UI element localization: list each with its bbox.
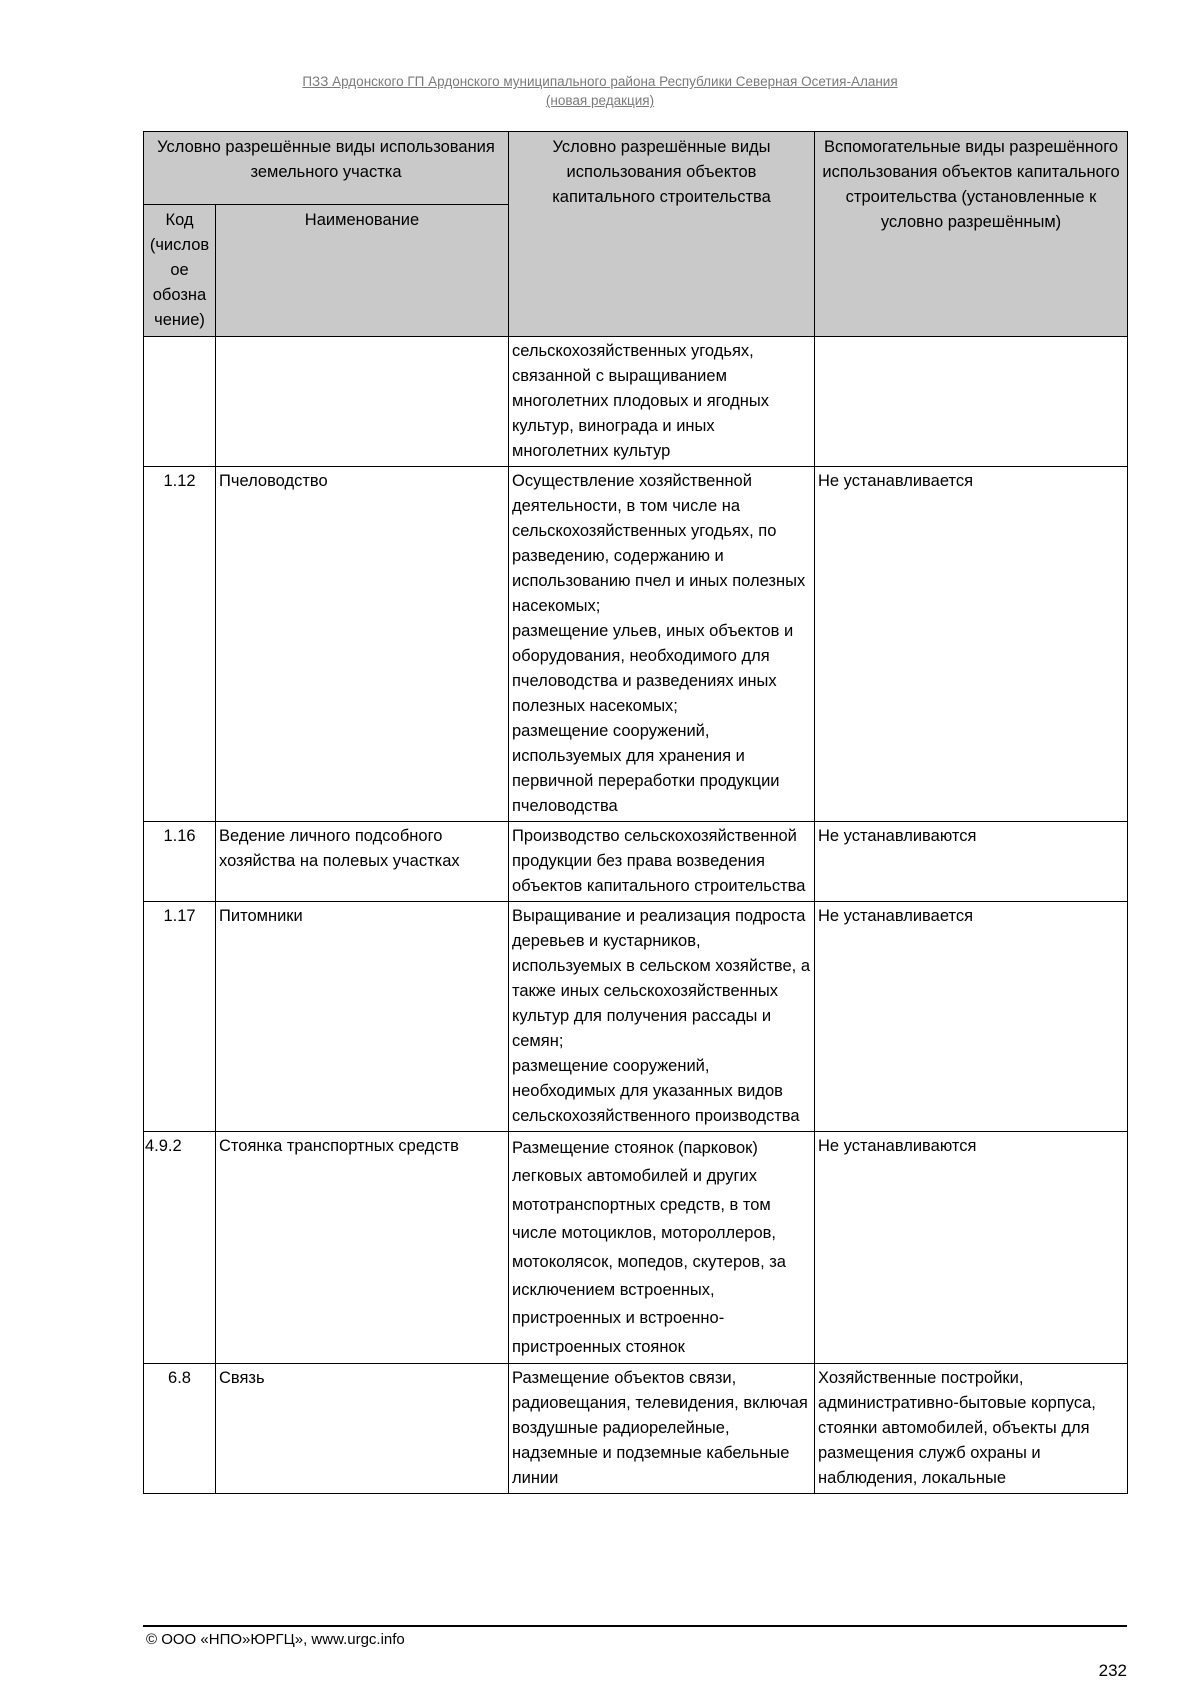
row-capital: Осуществление хозяйственной деятельности, в том числе на сельскохозяйственных угодьях, по разведению, содержанию и использованию пчел и иных полезных насекомых; размещение ульев, иных объектов и оборудования, необходимого для пчеловодства и разведениях иных полезных насекомых; размещение сооружений, используемых для хранения и первичной переработки продукции пчеловодства xyxy=(509,467,815,822)
table-row xyxy=(144,1364,1128,1494)
table-row xyxy=(144,822,1128,902)
table-header-row xyxy=(144,132,1128,205)
row-name: Пчеловодство xyxy=(216,467,509,822)
row-code: 4.9.2 xyxy=(144,1132,216,1364)
row-name: Связь xyxy=(216,1364,509,1494)
footer-divider xyxy=(143,1625,1127,1627)
row-capital: Размещение объектов связи, радиовещания, телевидения, включая воздушные радиорелейные, надземные и подземные кабельные линии xyxy=(509,1364,815,1494)
table-row xyxy=(144,337,1128,467)
row-code: 6.8 xyxy=(144,1364,216,1494)
header-code: Код (числов ое обозна чение) xyxy=(144,205,216,337)
row-auxiliary: Не устанавливаются xyxy=(815,1132,1128,1364)
continuation-code xyxy=(144,337,216,467)
row-capital: Размещение стоянок (парковок) легковых автомобилей и других мототранспортных средств, в том числе мотоциклов, мотороллеров, мотоколясок, мопедов, скутеров, за исключением встроенных, пристроенных и встроенно-пристроенных стоянок xyxy=(509,1132,815,1364)
row-code: 1.12 xyxy=(144,467,216,822)
page-number: 232 xyxy=(1098,1661,1127,1680)
header-name: Наименование xyxy=(216,205,509,337)
row-name: Стоянка транспортных средств xyxy=(216,1132,509,1364)
continuation-auxiliary xyxy=(815,337,1128,467)
continuation-name xyxy=(216,337,509,467)
row-capital: Выращивание и реализация подроста деревьев и кустарников, используемых в сельском хозяйстве, а также иных сельскохозяйственных культур для получения рассады и семян; размещение сооружений, необходимых для указанных видов сельскохозяйственного производства xyxy=(509,902,815,1132)
header-capital: Условно разрешённые виды использования объектов капитального строительства xyxy=(509,132,815,337)
continuation-capital: сельскохозяйственных угодьях, связанной с выращиванием многолетних плодовых и ягодных культур, винограда и иных многолетних культур xyxy=(509,337,815,467)
table-row xyxy=(144,1132,1128,1364)
row-code: 1.17 xyxy=(144,902,216,1132)
footer-copyright: © ООО «НПО»ЮРГЦ», www.urgc.info xyxy=(146,1631,405,1648)
page-header xyxy=(0,72,1200,110)
row-auxiliary: Не устанавливается xyxy=(815,467,1128,822)
header-auxiliary: Вспомогательные виды разрешённого использования объектов капитального строительства (установленные к условно разрешённым) xyxy=(815,132,1128,337)
row-auxiliary: Не устанавливаются xyxy=(815,822,1128,902)
header-land-use: Условно разрешённые виды использования земельного участка xyxy=(144,132,509,205)
header-subtitle: (новая редакция) xyxy=(545,93,655,108)
land-use-table xyxy=(143,131,1128,1494)
row-auxiliary: Не устанавливается xyxy=(815,902,1128,1132)
row-name: Питомники xyxy=(216,902,509,1132)
table-row xyxy=(144,467,1128,822)
header-title: ПЗЗ Ардонского ГП Ардонского муниципального района Республики Северная Осетия-Алания xyxy=(302,74,898,89)
row-code: 1.16 xyxy=(144,822,216,902)
table-row xyxy=(144,902,1128,1132)
row-name: Ведение личного подсобного хозяйства на полевых участках xyxy=(216,822,509,902)
row-capital: Производство сельскохозяйственной продукции без права возведения объектов капитального строительства xyxy=(509,822,815,902)
row-auxiliary: Хозяйственные постройки, административно-бытовые корпуса, стоянки автомобилей, объекты для размещения служб охраны и наблюдения, локальные xyxy=(815,1364,1128,1494)
